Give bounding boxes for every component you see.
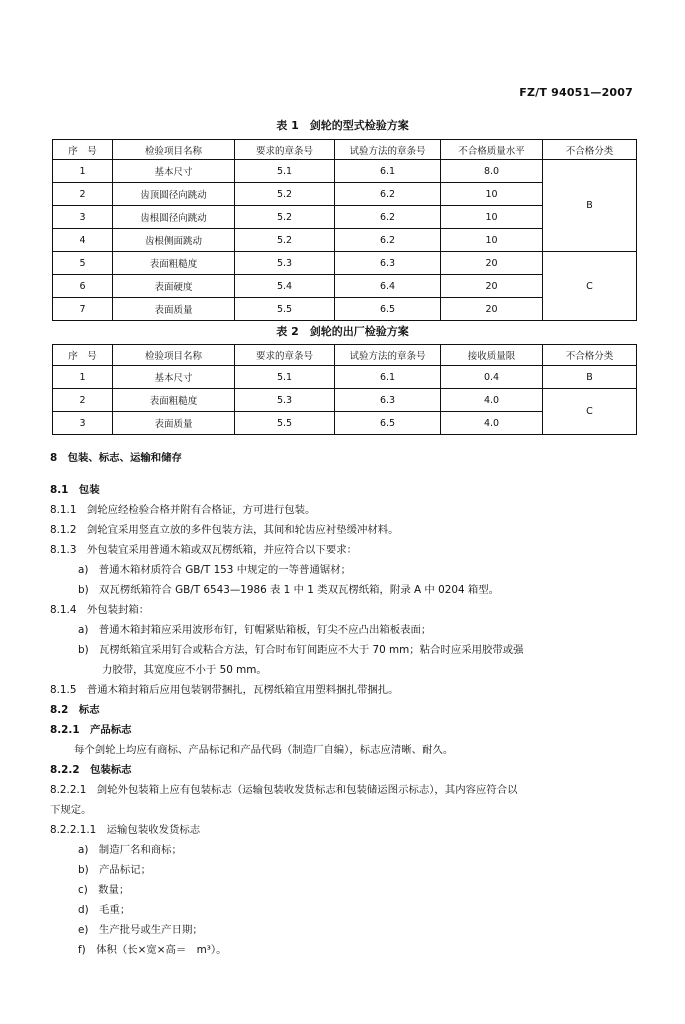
paragraph: 8.2.2.1 剑轮外包装箱上应有包装标志（运输包装收发货标志和包装储运图示标志），其内容应符合以 xyxy=(50,784,518,796)
table1-class-c: C xyxy=(543,252,637,321)
table-cell: 6.2 xyxy=(335,206,441,229)
table-cell: 5.2 xyxy=(235,229,335,252)
list-item: b) 产品标记； xyxy=(78,864,151,876)
table-cell: 5.3 xyxy=(235,389,335,412)
table-cell: 2 xyxy=(53,389,113,412)
table-cell: 表面质量 xyxy=(113,412,235,435)
table1-col-header: 不合格分类 xyxy=(543,140,637,160)
standard-number: FZ/T 94051—2007 xyxy=(519,86,633,99)
table-cell: 6.1 xyxy=(335,366,441,389)
list-item: b) 双瓦楞纸箱符合 GB/T 6543—1986 表 1 中 1 类双瓦楞纸箱，附录 A 中 0204 箱型。 xyxy=(78,584,500,596)
table-cell: 10 xyxy=(441,229,543,252)
paragraph: 8.1.4 外包装封箱： xyxy=(50,604,150,616)
table2-class-c: C xyxy=(543,389,637,435)
table2-col-header: 检验项目名称 xyxy=(113,345,235,366)
table-cell: 6.2 xyxy=(335,229,441,252)
table-cell: 5.5 xyxy=(235,412,335,435)
table-cell: 4.0 xyxy=(441,412,543,435)
section-heading: 8.1 包装 xyxy=(50,484,100,496)
table-cell: 6.4 xyxy=(335,275,441,298)
list-item: d) 毛重； xyxy=(78,904,131,916)
table-cell: 基本尺寸 xyxy=(113,160,235,183)
table-cell: 5.4 xyxy=(235,275,335,298)
table-cell: 表面粗糙度 xyxy=(113,389,235,412)
table2-col-header: 序 号 xyxy=(53,345,113,366)
table-cell: 4 xyxy=(53,229,113,252)
table-cell: 1 xyxy=(53,366,113,389)
table-cell: 齿根圆径向跳动 xyxy=(113,206,235,229)
section-heading: 8 包装、标志、运输和储存 xyxy=(50,452,182,464)
table-cell: 5 xyxy=(53,252,113,275)
table-cell: 5.2 xyxy=(235,206,335,229)
table-cell: 6.5 xyxy=(335,412,441,435)
table-cell: 5.5 xyxy=(235,298,335,321)
table1-col-header: 试验方法的章条号 xyxy=(335,140,441,160)
list-item: e) 生产批号或生产日期； xyxy=(78,924,203,936)
table-cell: 齿顶圆径向跳动 xyxy=(113,183,235,206)
list-item: b) 瓦楞纸箱宜采用钉合或粘合方法，钉合时布钉间距应不大于 70 mm；粘合时应采用胶带或强 xyxy=(78,644,524,656)
table-cell: 5.1 xyxy=(235,366,335,389)
paragraph: 8.1.5 普通木箱封箱后应用包装钢带捆扎，瓦楞纸箱宜用塑料捆扎带捆扎。 xyxy=(50,684,399,696)
section-heading: 8.2.1 产品标志 xyxy=(50,724,132,736)
table-cell: 0.4 xyxy=(441,366,543,389)
table-cell: 10 xyxy=(441,206,543,229)
table2-header-row xyxy=(53,345,637,366)
table-cell: 6.2 xyxy=(335,183,441,206)
table-row xyxy=(53,252,637,275)
table-cell: 5.3 xyxy=(235,252,335,275)
section-heading: 8.2 标志 xyxy=(50,704,100,716)
paragraph-continued: 下规定。 xyxy=(50,804,92,816)
list-item: f) 体积（长×宽×高＝ m³）。 xyxy=(78,944,227,956)
table-cell: 5.2 xyxy=(235,183,335,206)
list-item: a) 制造厂名和商标； xyxy=(78,844,182,856)
paragraph: 每个剑轮上均应有商标、产品标记和产品代码（制造厂自编），标志应清晰、耐久。 xyxy=(74,744,454,756)
paragraph: 8.1.2 剑轮宜采用竖直立放的多件包装方法，其间和轮齿应衬垫缓冲材料。 xyxy=(50,524,399,536)
table2-col-header: 不合格分类 xyxy=(543,345,637,366)
list-item-continued: 力胶带，其宽度应不小于 50 mm。 xyxy=(102,664,267,676)
table1-col-header: 要求的章条号 xyxy=(235,140,335,160)
table-row xyxy=(53,366,637,389)
table-cell: 3 xyxy=(53,206,113,229)
table-cell: 5.1 xyxy=(235,160,335,183)
table-cell: 10 xyxy=(441,183,543,206)
table-cell: 3 xyxy=(53,412,113,435)
table2-col-header: 要求的章条号 xyxy=(235,345,335,366)
table2-class-b: B xyxy=(543,366,637,389)
list-item: a) 普通木箱封箱应采用波形布钉，钉帽紧贴箱板，钉尖不应凸出箱板表面； xyxy=(78,624,432,636)
table-cell: 7 xyxy=(53,298,113,321)
table-cell: 4.0 xyxy=(441,389,543,412)
table-cell: 20 xyxy=(441,298,543,321)
table-cell: 1 xyxy=(53,160,113,183)
table-cell: 20 xyxy=(441,252,543,275)
table-cell: 齿根侧面跳动 xyxy=(113,229,235,252)
table-cell: 6 xyxy=(53,275,113,298)
table-cell: 6.3 xyxy=(335,389,441,412)
table-cell: 2 xyxy=(53,183,113,206)
table2-caption: 表 2 剑轮的出厂检验方案 xyxy=(276,325,409,338)
table2 xyxy=(52,344,637,435)
paragraph: 8.1.3 外包装宜采用普通木箱或双瓦楞纸箱，并应符合以下要求： xyxy=(50,544,357,556)
table2-col-header: 试验方法的章条号 xyxy=(335,345,441,366)
list-item: c) 数量； xyxy=(78,884,130,896)
table1-col-header: 检验项目名称 xyxy=(113,140,235,160)
section-heading: 8.2.2 包装标志 xyxy=(50,764,132,776)
table-cell: 表面质量 xyxy=(113,298,235,321)
table1-header-row xyxy=(53,140,637,160)
table2-col-header: 接收质量限 xyxy=(441,345,543,366)
paragraph: 8.2.2.1.1 运输包装收发货标志 xyxy=(50,824,201,836)
table-cell: 6.1 xyxy=(335,160,441,183)
table1 xyxy=(52,139,637,321)
table1-class-b: B xyxy=(543,160,637,252)
list-item: a) 普通木箱材质符合 GB/T 153 中规定的一等普通锯材； xyxy=(78,564,352,576)
table1-col-header: 不合格质量水平 xyxy=(441,140,543,160)
table-cell: 20 xyxy=(441,275,543,298)
paragraph: 8.1.1 剑轮应经检验合格并附有合格证，方可进行包装。 xyxy=(50,504,316,516)
table-row xyxy=(53,389,637,412)
table-cell: 表面硬度 xyxy=(113,275,235,298)
table1-caption: 表 1 剑轮的型式检验方案 xyxy=(276,119,409,132)
table-cell: 8.0 xyxy=(441,160,543,183)
table-cell: 6.3 xyxy=(335,252,441,275)
table-row xyxy=(53,160,637,183)
table-cell: 基本尺寸 xyxy=(113,366,235,389)
table-cell: 表面粗糙度 xyxy=(113,252,235,275)
table-cell: 6.5 xyxy=(335,298,441,321)
table1-col-header: 序 号 xyxy=(53,140,113,160)
